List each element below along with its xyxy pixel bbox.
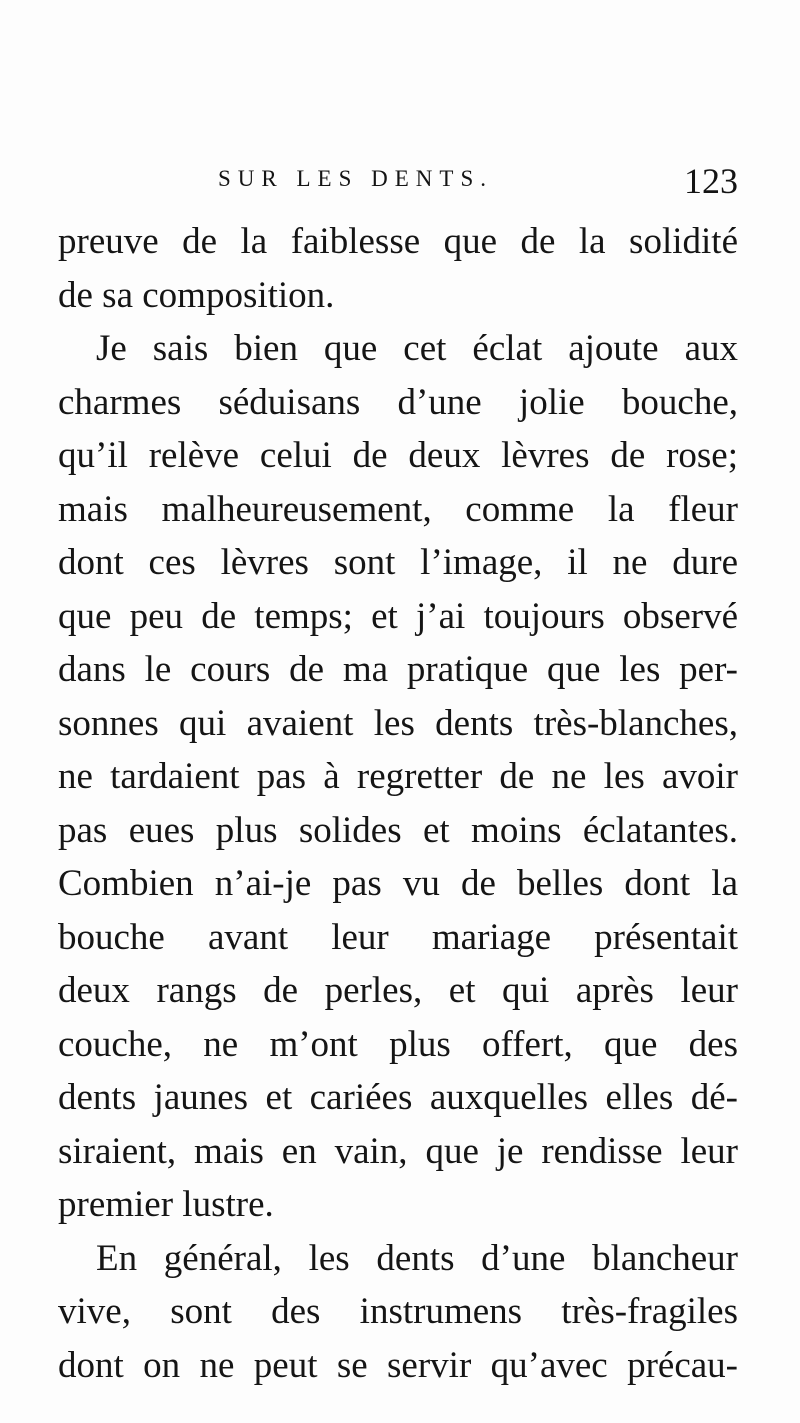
body-text <box>58 215 738 1392</box>
text-line: qu’il relève celui de deux lèvres de rose; <box>58 435 738 476</box>
text-line: Je sais bien que cet éclat ajoute aux <box>96 328 738 369</box>
text-line: siraient, mais en vain, que je rendisse leur <box>58 1130 738 1172</box>
text-line: En général, les dents d’une blancheur <box>96 1237 738 1279</box>
text-line: premier lustre. <box>58 1184 274 1225</box>
running-head: SUR LES DENTS. <box>218 166 493 191</box>
text-line: de sa composition. <box>58 274 335 316</box>
text-line: sonnes qui avaient les dents très-blanches, <box>58 702 738 744</box>
text-line: dont on ne peut se servir qu’avec précau- <box>58 1344 738 1386</box>
text-line: dans le cours de ma pratique que les per- <box>58 649 738 690</box>
text-line: Combien n’ai-je pas vu de belles dont la <box>58 863 738 904</box>
page-header <box>58 160 738 200</box>
text-line: que peu de temps; et j’ai toujours observé <box>58 595 738 637</box>
text-line: preuve de la faiblesse que de la solidité <box>58 221 738 262</box>
page-number: 123 <box>684 161 738 201</box>
text-line: ne tardaient pas à regretter de ne les avoir <box>58 756 738 797</box>
text-line: mais malheureusement, comme la fleur <box>58 488 738 530</box>
text-line: charmes séduisans d’une jolie bouche, <box>58 381 738 423</box>
text-line: dont ces lèvres sont l’image, il ne dure <box>58 542 738 583</box>
text-line: deux rangs de perles, et qui après leur <box>58 970 738 1011</box>
text-line: couche, ne m’ont plus offert, que des <box>58 1023 738 1065</box>
text-line: vive, sont des instrumens très-fragiles <box>58 1291 738 1332</box>
text-line: dents jaunes et cariées auxquelles elles dé- <box>58 1077 738 1118</box>
text-line: bouche avant leur mariage présentait <box>58 916 738 958</box>
text-line: pas eues plus solides et moins éclatantes. <box>58 809 738 851</box>
